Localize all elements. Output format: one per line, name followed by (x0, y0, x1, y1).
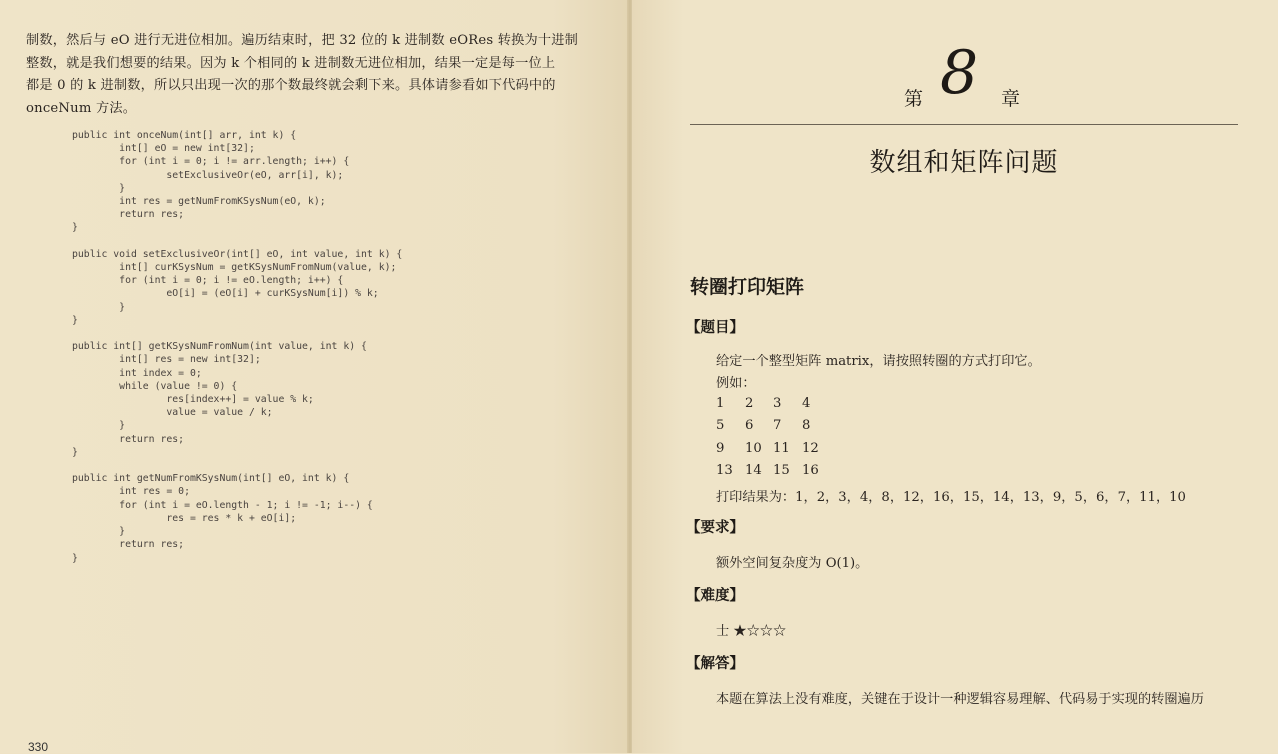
answer-text: 本题在算法上没有难度，关键在于设计一种逻辑容易理解、代码易于实现的转圈遍历 (716, 692, 1204, 707)
section-title: 转圈打印矩阵 (690, 276, 805, 298)
intro-line: 整数，就是我们想要的结果。因为 k 个相同的 k 进制数无进位相加，结果一定是每一位上 (26, 55, 556, 71)
requirement-text: 额外空间复杂度为 O(1)。 (716, 556, 869, 571)
matrix-cell: 11 (773, 441, 790, 456)
matrix-cell: 13 (716, 463, 733, 478)
matrix-row (716, 463, 836, 481)
code-line: res[index++] = value % k; (72, 394, 314, 406)
matrix-cell: 1 (716, 396, 725, 411)
matrix-cell: 16 (802, 463, 819, 478)
code-line: } (72, 314, 78, 326)
matrix-cell: 14 (745, 463, 762, 478)
code-line (72, 235, 402, 248)
matrix-cell: 8 (802, 418, 811, 433)
problem-label: 【题目】 (686, 320, 744, 336)
code-line: public int getNumFromKSysNum(int[] eO, int k) { (72, 473, 350, 485)
intro-line: 制数，然后与 eO 进行无进位相加。遍历结束时，把 32 位的 k 进制数 eORes 转换为十进制 (26, 33, 579, 48)
code-line: for (int i = eO.length - 1; i != -1; i--) { (72, 499, 373, 511)
code-line: int[] curKSysNum = getKSysNumFromNum(value, k); (72, 262, 397, 274)
code-line: } (72, 446, 78, 458)
matrix-cell: 10 (745, 441, 762, 456)
matrix-row (716, 418, 836, 436)
difficulty-text: 士 ★☆☆☆ (716, 624, 787, 639)
code-line (72, 327, 402, 340)
code-line: } (72, 301, 126, 313)
difficulty-label: 【难度】 (686, 588, 744, 604)
matrix-cell: 9 (716, 441, 725, 456)
code-line: setExclusiveOr(eO, arr[i], k); (72, 169, 344, 181)
chapter-number: 8 (940, 38, 979, 108)
matrix-cell: 2 (745, 396, 754, 411)
code-line: int[] res = new int[32]; (72, 354, 261, 366)
code-line: return res; (72, 433, 185, 445)
code-line: int res = 0; (72, 486, 190, 498)
code-line: return res; (72, 539, 185, 551)
code-line: res = res * k + eO[i]; (72, 512, 297, 524)
code-line (72, 459, 402, 472)
code-line: public int onceNum(int[] arr, int k) { (72, 130, 297, 141)
example-label: 例如： (716, 376, 756, 391)
matrix-cell: 4 (802, 396, 811, 411)
code-line: for (int i = 0; i != arr.length; i++) { (72, 156, 350, 168)
intro-line: 都是 0 的 k 进制数，所以只出现一次的那个数最终就会剩下来。具体请参看如下代码中的 (26, 78, 556, 94)
code-line: for (int i = 0; i != eO.length; i++) { (72, 275, 344, 287)
matrix-cell: 12 (802, 441, 819, 456)
code-line: int res = getNumFromKSysNum(eO, k); (72, 196, 326, 208)
matrix-cell: 15 (773, 463, 790, 478)
page-number: 330 (28, 740, 49, 754)
chapter-suffix: 章 (1001, 88, 1021, 110)
answer-label: 【解答】 (686, 656, 744, 672)
matrix-cell: 6 (745, 418, 754, 433)
requirement-label: 【要求】 (686, 520, 744, 536)
chapter-heading (904, 38, 1034, 110)
code-line: value = value / k; (72, 407, 273, 419)
code-line: } (72, 182, 126, 194)
intro-paragraph (26, 30, 586, 120)
matrix-row (716, 396, 836, 414)
problem-text: 给定一个整型矩阵 matrix，请按照转圈的方式打印它。 (716, 354, 1041, 369)
code-line: } (72, 420, 126, 432)
chapter-divider (690, 124, 1238, 125)
intro-line: onceNum 方法。 (26, 100, 137, 116)
code-line: } (72, 552, 78, 564)
chapter-title: 数组和矩阵问题 (869, 148, 1059, 178)
code-line: } (72, 222, 78, 234)
code-line: public int[] getKSysNumFromNum(int value, int k) { (72, 341, 367, 353)
code-line: while (value != 0) { (72, 380, 238, 392)
code-line: eO[i] = (eO[i] + curKSysNum[i]) % k; (72, 288, 379, 300)
code-line: int index = 0; (72, 367, 202, 379)
chapter-prefix: 第 (904, 88, 924, 110)
matrix-cell: 7 (773, 418, 782, 433)
print-result: 打印结果为：1，2，3，4，8，12，16，15，14，13，9，5，6，7，11，10 (716, 490, 1186, 505)
code-line: return res; (72, 209, 185, 221)
code-listing (72, 129, 402, 565)
code-line: int[] eO = new int[32]; (72, 143, 255, 155)
code-line: public void setExclusiveOr(int[] eO, int value, int k) { (72, 248, 403, 260)
matrix-cell: 3 (773, 396, 782, 411)
matrix-cell: 5 (716, 418, 725, 433)
matrix-row (716, 441, 836, 459)
code-line: } (72, 526, 126, 538)
